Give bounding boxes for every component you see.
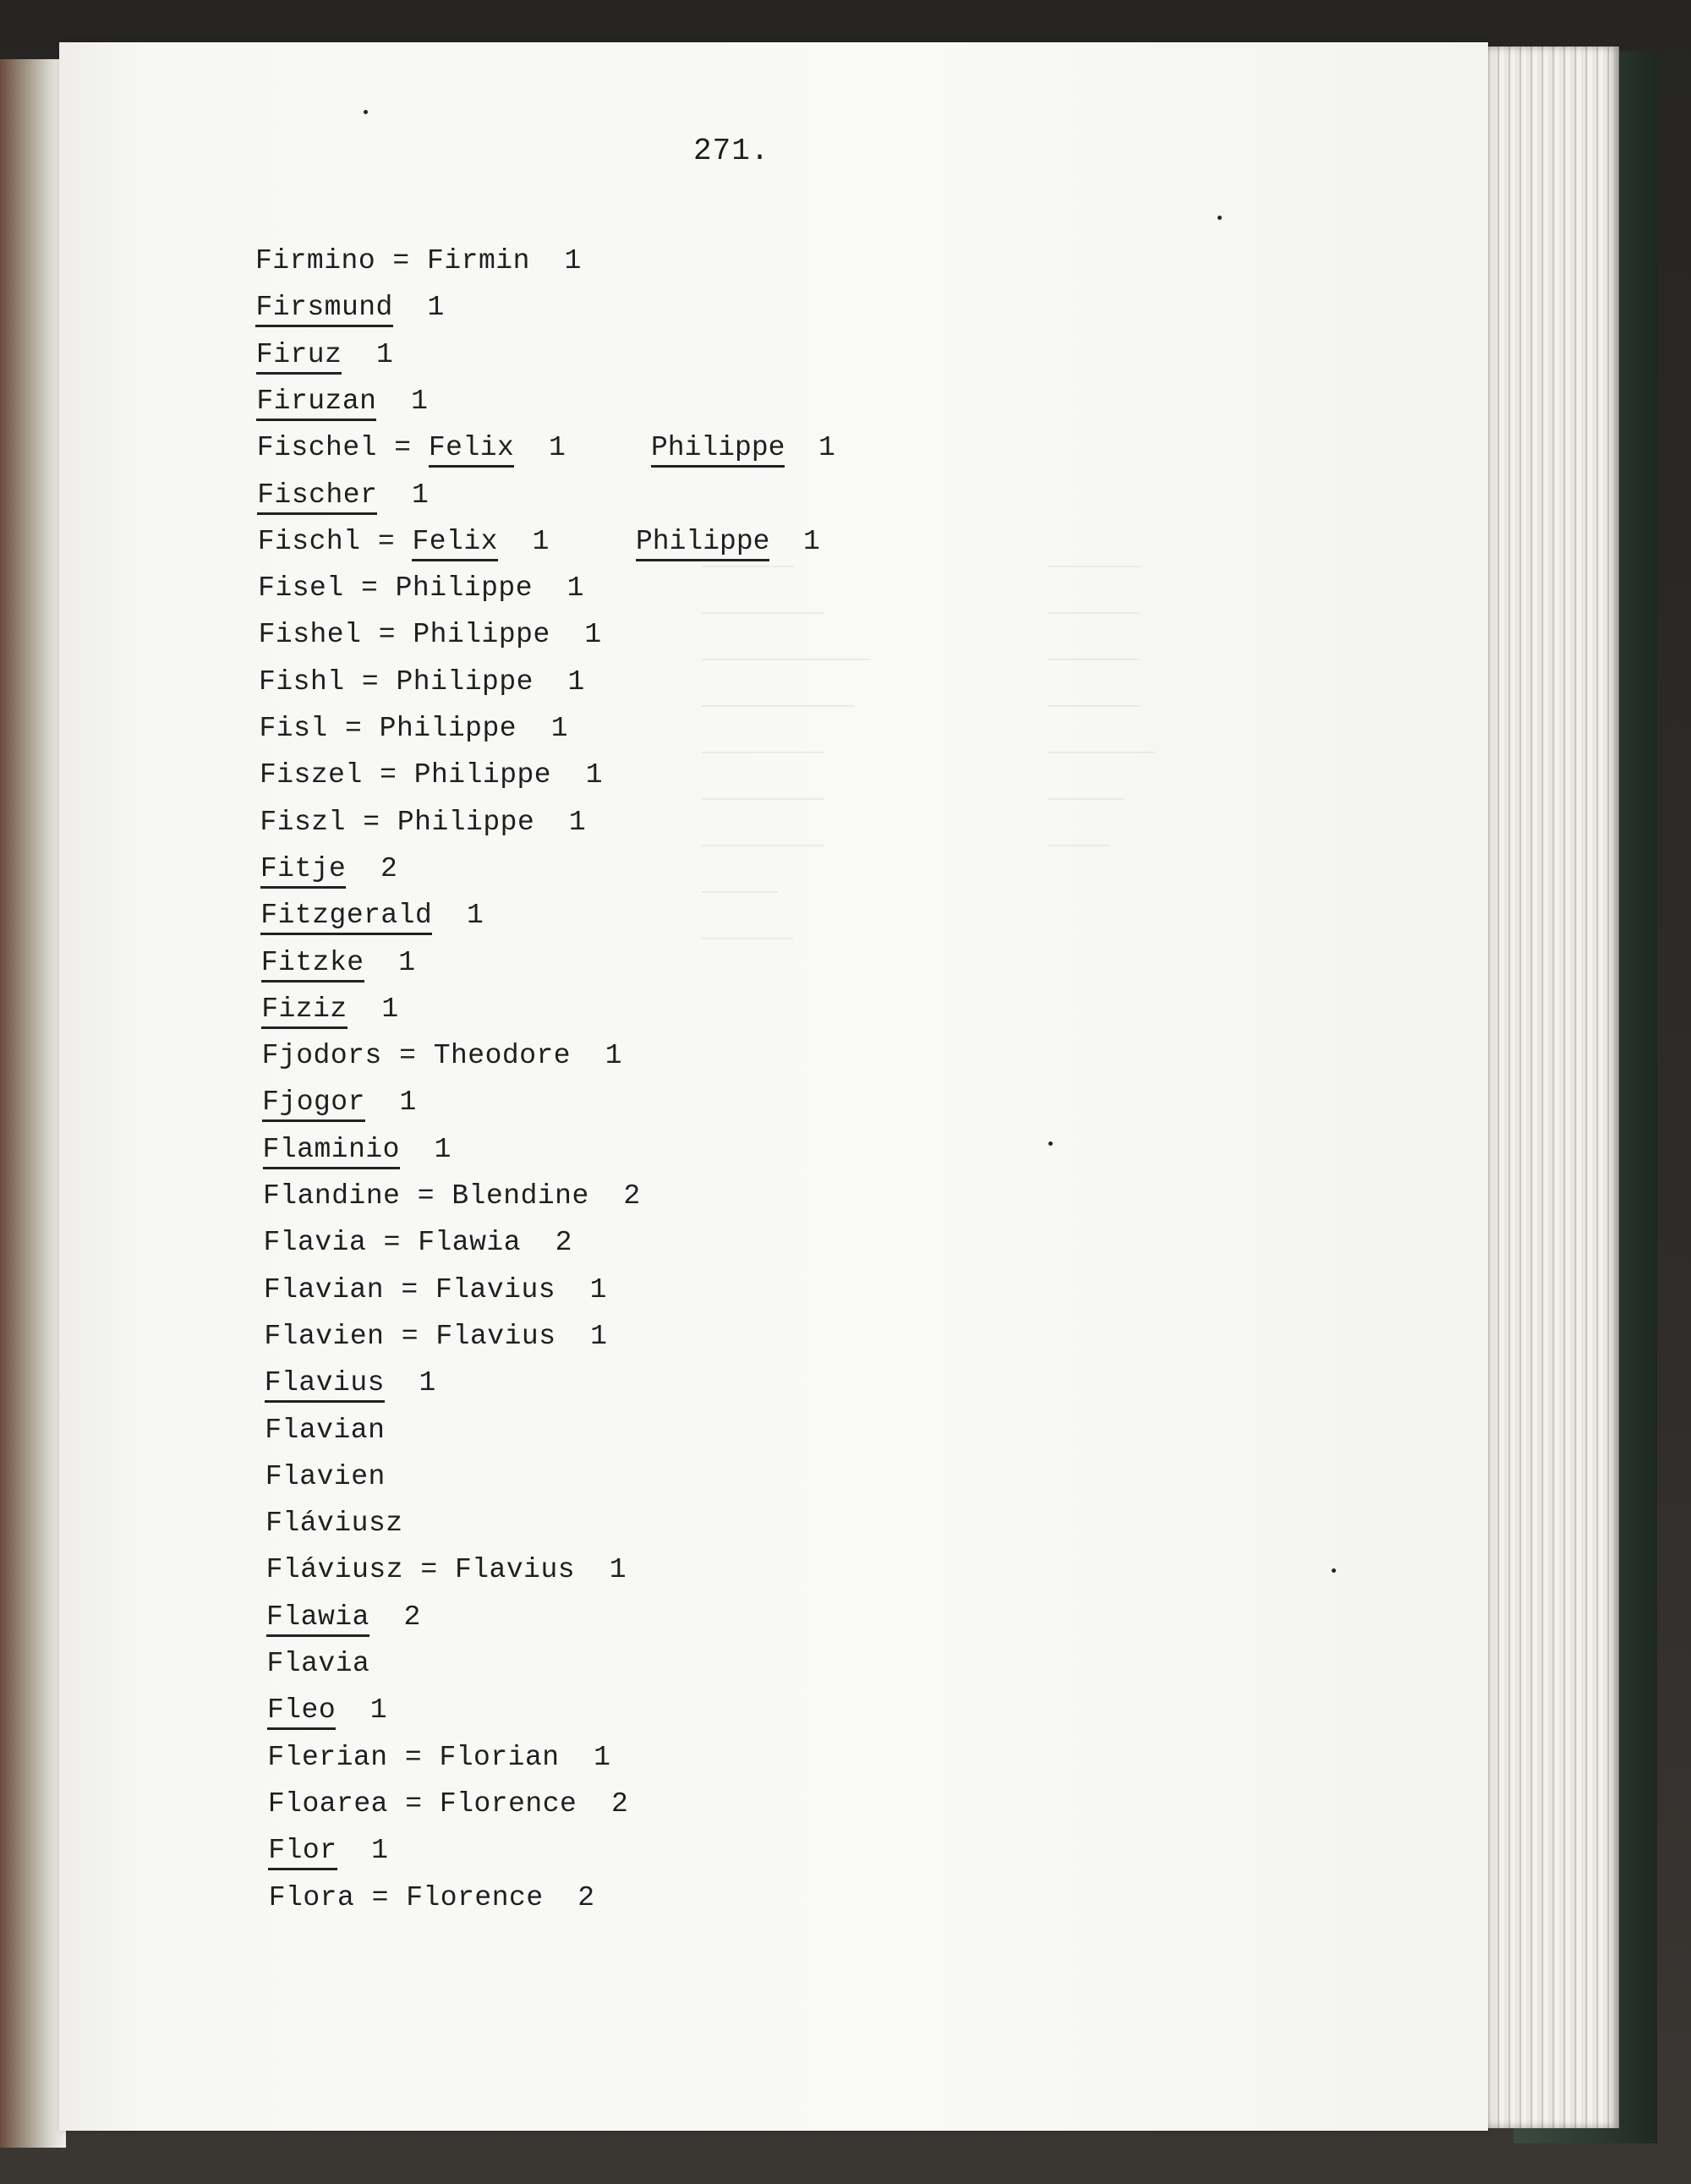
- page-number: 271.: [693, 134, 770, 168]
- entry-name: Flavien: [265, 1460, 386, 1492]
- ink-speck: [1048, 1141, 1053, 1146]
- index-entry: [263, 1134, 451, 1173]
- entry-count: 1: [532, 525, 550, 557]
- entry-equivalent: Philippe: [379, 713, 517, 744]
- entry-equivalent: Philippe: [413, 619, 550, 651]
- entry-name: Fischer: [257, 479, 377, 515]
- entry-name: Firmino: [255, 245, 376, 276]
- entry-count: 1: [566, 572, 584, 605]
- index-entry: Fjodors = Theodore 1: [261, 1040, 623, 1072]
- index-entry: Flerian = Florian 1: [267, 1741, 611, 1773]
- index-entry: Fiszl = Philippe 1: [260, 806, 587, 838]
- index-entry: [260, 853, 397, 892]
- entry-count: 1: [589, 1273, 607, 1305]
- index-entry: Fláviusz = Flavius 1: [265, 1554, 627, 1586]
- entry-name: Fisl: [259, 713, 328, 744]
- index-entry: Fiszel = Philippe 1: [259, 759, 604, 791]
- reverse-side-bleed-through: ────── ────── ──────── ────── ─────────── ────── ────────── ────── ──────── ─────── ──────── ───── ──────── ──── ───── ──────: [702, 554, 1156, 955]
- index-entry: Fischel = Felix 1: [257, 432, 566, 471]
- index-entry: [261, 947, 416, 986]
- entry-count: 1: [584, 619, 602, 651]
- index-entry: [257, 479, 429, 518]
- entry-count: 2: [623, 1180, 641, 1212]
- entry-count: 1: [605, 1040, 623, 1072]
- secondary-equivalent-count: 1: [818, 432, 835, 464]
- entry-count: 1: [567, 665, 585, 698]
- index-entry: [260, 900, 484, 939]
- entry-count: 1: [399, 1087, 417, 1119]
- entry-count: 1: [398, 946, 416, 978]
- index-entry: Flavian = Flavius 1: [263, 1273, 607, 1305]
- entry-name: Fjogor: [262, 1087, 365, 1122]
- entry-equivalent: Philippe: [396, 665, 534, 698]
- entry-count: 1: [376, 338, 394, 370]
- index-entry: Fishel = Philippe 1: [258, 619, 602, 651]
- ink-speck: [364, 110, 368, 114]
- entry-name: Flavian: [265, 1414, 386, 1446]
- entry-count: 1: [609, 1554, 627, 1586]
- entry-name: Flaminio: [263, 1134, 400, 1169]
- index-entry: [267, 1648, 370, 1687]
- index-entry: [266, 1601, 421, 1640]
- entry-name: Fleo: [267, 1694, 336, 1730]
- entry-count: 1: [371, 1835, 389, 1867]
- ink-speck: [1332, 1568, 1336, 1573]
- entry-equivalent: Philippe: [397, 806, 535, 838]
- entry-equivalent: Florence: [406, 1881, 544, 1913]
- secondary-equivalent-name: Philippe: [636, 526, 769, 561]
- index-entry: Flavia = Flawia 2: [263, 1227, 572, 1259]
- entry-count: 1: [548, 432, 566, 464]
- entry-count: 2: [555, 1227, 572, 1259]
- index-entry: Flandine = Blendine 2: [263, 1180, 641, 1212]
- entry-name: Firuzan: [256, 386, 376, 421]
- entry-count: 1: [381, 993, 399, 1025]
- entry-equivalent: Philippe: [413, 759, 552, 791]
- entry-name: Fjodors: [261, 1040, 382, 1072]
- index-entry: Fischl = Felix 1: [258, 526, 550, 565]
- entry-name: Firsmund: [255, 292, 392, 327]
- entry-count: 2: [610, 1787, 629, 1820]
- entry-count: 1: [594, 1741, 611, 1773]
- entry-equivalent: Philippe: [395, 572, 534, 605]
- index-entry: [268, 1835, 388, 1874]
- document-page: [59, 42, 1488, 2131]
- entry-name: Flavian: [263, 1273, 385, 1305]
- entry-name: Fisel: [258, 572, 344, 605]
- entry-count: 1: [568, 806, 587, 838]
- entry-name: Flandine: [263, 1180, 401, 1212]
- entry-count: 1: [590, 1320, 608, 1352]
- left-page-edge: [0, 59, 66, 2148]
- secondary-equivalent-name: Philippe: [651, 432, 785, 468]
- entry-name: Fiziz: [261, 993, 348, 1029]
- secondary-equivalent: [651, 432, 835, 463]
- entry-count: 1: [427, 292, 445, 324]
- index-entry: [261, 993, 398, 1032]
- entry-equivalent: Firmin: [427, 245, 530, 276]
- index-entry: Fishl = Philippe 1: [259, 665, 585, 698]
- entry-name: Fishel: [258, 619, 362, 651]
- entry-name: Fláviusz: [265, 1554, 404, 1586]
- entry-name: Floarea: [267, 1787, 388, 1820]
- index-entry: [265, 1415, 385, 1453]
- index-entry: Floarea = Florence 2: [267, 1787, 629, 1820]
- entry-count: 2: [380, 852, 398, 884]
- entry-count: 1: [585, 759, 604, 791]
- entry-count: 1: [411, 385, 429, 417]
- index-entry: [255, 292, 444, 331]
- entry-equivalent: Flavius: [435, 1273, 556, 1305]
- secondary-equivalent-count: 1: [803, 525, 820, 557]
- index-entry: [256, 339, 393, 378]
- index-entry: [262, 1087, 417, 1125]
- index-entry: [267, 1694, 387, 1733]
- entry-name: Flor: [268, 1835, 337, 1870]
- entry-count: 1: [369, 1694, 388, 1727]
- entry-count: 2: [403, 1601, 421, 1633]
- entry-equivalent: Felix: [429, 432, 515, 468]
- entry-name: Fiszl: [260, 806, 346, 838]
- entry-equivalent: Theodore: [433, 1040, 572, 1072]
- entry-name: Flavia: [263, 1227, 367, 1259]
- entry-count: 2: [577, 1881, 595, 1913]
- index-entry: Firmino = Firmin 1: [255, 245, 582, 276]
- entry-name: Fitzke: [261, 947, 364, 983]
- entry-count: 1: [411, 479, 430, 511]
- entry-count: 1: [550, 713, 568, 744]
- entry-name: Fischel: [256, 432, 377, 464]
- secondary-equivalent: [636, 526, 820, 557]
- index-entry: [265, 1508, 402, 1546]
- entry-name: Flavius: [265, 1367, 385, 1403]
- index-entry: [256, 386, 428, 424]
- entry-name: Flavia: [266, 1648, 370, 1679]
- entry-name: Flerian: [267, 1741, 388, 1773]
- entry-equivalent: Blendine: [451, 1180, 589, 1212]
- index-entry: [265, 1367, 436, 1406]
- entry-equivalent: Felix: [412, 526, 498, 561]
- index-entry: Flora = Florence 2: [268, 1881, 595, 1913]
- entry-name: Fláviusz: [265, 1508, 403, 1540]
- entry-name: Fischl: [257, 525, 361, 557]
- entry-name: Fiszel: [259, 759, 363, 791]
- entry-equivalent: Florian: [439, 1741, 560, 1773]
- page-stack-edge: [1471, 47, 1619, 2128]
- entry-count: 1: [564, 245, 582, 276]
- entry-equivalent: Flavius: [454, 1554, 576, 1586]
- entry-count: 1: [434, 1133, 451, 1165]
- index-entry: [265, 1461, 386, 1500]
- entry-name: Flawia: [266, 1601, 369, 1637]
- entry-name: Flora: [268, 1881, 355, 1913]
- ink-speck: [1218, 216, 1222, 220]
- entry-name: Firuz: [256, 339, 342, 375]
- entry-equivalent: Florence: [439, 1787, 577, 1820]
- entry-count: 1: [419, 1367, 436, 1399]
- entry-equivalent: Flawia: [418, 1227, 522, 1259]
- entry-name: Fishl: [259, 665, 345, 698]
- entry-count: 1: [466, 900, 484, 932]
- index-entry: Fisl = Philippe 1: [259, 713, 568, 744]
- entry-name: Flavien: [264, 1320, 385, 1352]
- index-entry: Flavien = Flavius 1: [264, 1320, 608, 1352]
- entry-name: Fitje: [260, 853, 347, 889]
- entry-name: Fitzgerald: [260, 900, 432, 935]
- index-entry: Fisel = Philippe 1: [258, 572, 584, 605]
- entry-equivalent: Flavius: [435, 1320, 556, 1352]
